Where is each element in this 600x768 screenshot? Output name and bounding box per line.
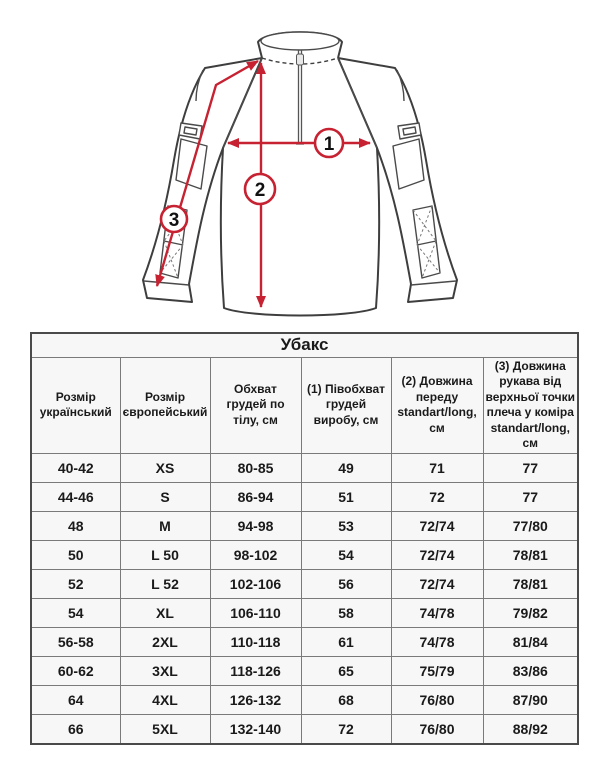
table-row xyxy=(31,715,578,744)
table-cell: 94-98 xyxy=(210,512,301,541)
table-cell: 53 xyxy=(301,512,391,541)
table-cell: 56 xyxy=(301,570,391,599)
table-cell: 49 xyxy=(301,454,391,483)
zipper-pull xyxy=(297,54,304,65)
table-cell: 78/81 xyxy=(483,541,578,570)
table-cell: 79/82 xyxy=(483,599,578,628)
col-header-sleeve-length: (3) Довжина рукава від верхньої точки плеча у коміра standart/long, см xyxy=(483,357,578,454)
table-cell: 98-102 xyxy=(210,541,301,570)
table-cell: 51 xyxy=(301,483,391,512)
table-cell: 77 xyxy=(483,454,578,483)
table-cell: 72 xyxy=(301,715,391,744)
table-cell: 81/84 xyxy=(483,628,578,657)
table-cell: 118-126 xyxy=(210,657,301,686)
table-cell: 76/80 xyxy=(391,686,483,715)
col-header-chest-body: Обхват грудей по тілу, см xyxy=(210,357,301,454)
table-row xyxy=(31,686,578,715)
table-header-row xyxy=(31,357,578,454)
table-cell: 65 xyxy=(301,657,391,686)
table-cell: 77 xyxy=(483,483,578,512)
table-cell: 2XL xyxy=(120,628,210,657)
table-row xyxy=(31,483,578,512)
table-row xyxy=(31,628,578,657)
table-cell: S xyxy=(120,483,210,512)
collar-opening xyxy=(261,32,339,50)
table-cell: 87/90 xyxy=(483,686,578,715)
table-cell: 50 xyxy=(31,541,120,570)
table-row xyxy=(31,599,578,628)
table-cell: 83/86 xyxy=(483,657,578,686)
table-cell: 102-106 xyxy=(210,570,301,599)
table-cell: 77/80 xyxy=(483,512,578,541)
table-cell: 72/74 xyxy=(391,570,483,599)
table-cell: XL xyxy=(120,599,210,628)
table-cell: 54 xyxy=(301,541,391,570)
table-cell: 58 xyxy=(301,599,391,628)
table-cell: 61 xyxy=(301,628,391,657)
table-cell: 75/79 xyxy=(391,657,483,686)
table-cell: 80-85 xyxy=(210,454,301,483)
table-cell: 48 xyxy=(31,512,120,541)
table-cell: 5XL xyxy=(120,715,210,744)
table-cell: L 50 xyxy=(120,541,210,570)
shirt-drawing xyxy=(0,0,600,332)
col-header-size-ukrainian: Розмір український xyxy=(31,357,120,454)
col-header-size-european: Розмір європейський xyxy=(120,357,210,454)
table-cell: 54 xyxy=(31,599,120,628)
table-title-row xyxy=(31,333,578,357)
table-row xyxy=(31,541,578,570)
table-cell: 4XL xyxy=(120,686,210,715)
table-cell: 126-132 xyxy=(210,686,301,715)
table-row xyxy=(31,657,578,686)
table-cell: 110-118 xyxy=(210,628,301,657)
table-cell: 52 xyxy=(31,570,120,599)
table-cell: XS xyxy=(120,454,210,483)
table-cell: 40-42 xyxy=(31,454,120,483)
table-cell: 78/81 xyxy=(483,570,578,599)
table-cell: 71 xyxy=(391,454,483,483)
table-cell: 132-140 xyxy=(210,715,301,744)
table-cell: 106-110 xyxy=(210,599,301,628)
table-cell: 44-46 xyxy=(31,483,120,512)
table-cell: 72/74 xyxy=(391,512,483,541)
size-table xyxy=(30,332,579,745)
table-cell: 86-94 xyxy=(210,483,301,512)
table-cell: 68 xyxy=(301,686,391,715)
table-cell: 72/74 xyxy=(391,541,483,570)
marker-label-2: 2 xyxy=(254,180,266,201)
table-cell: 72 xyxy=(391,483,483,512)
table-cell: 64 xyxy=(31,686,120,715)
table-cell: 60-62 xyxy=(31,657,120,686)
size-table-body xyxy=(31,454,578,744)
table-cell: 74/78 xyxy=(391,628,483,657)
table-row xyxy=(31,512,578,541)
table-cell: 66 xyxy=(31,715,120,744)
marker-label-3: 3 xyxy=(168,210,180,231)
shirt-measurement-diagram xyxy=(0,0,600,332)
col-header-front-length: (2) Довжина переду standart/long, см xyxy=(391,357,483,454)
table-cell: 76/80 xyxy=(391,715,483,744)
table-cell: 88/92 xyxy=(483,715,578,744)
table-cell: L 52 xyxy=(120,570,210,599)
table-cell: 56-58 xyxy=(31,628,120,657)
table-row xyxy=(31,570,578,599)
col-header-half-chest: (1) Півобхват грудей виробу, см xyxy=(301,357,391,454)
table-cell: M xyxy=(120,512,210,541)
table-row xyxy=(31,454,578,483)
table-cell: 74/78 xyxy=(391,599,483,628)
marker-label-1: 1 xyxy=(323,134,335,155)
table-cell: 3XL xyxy=(120,657,210,686)
table-title: Убакс xyxy=(31,333,578,357)
